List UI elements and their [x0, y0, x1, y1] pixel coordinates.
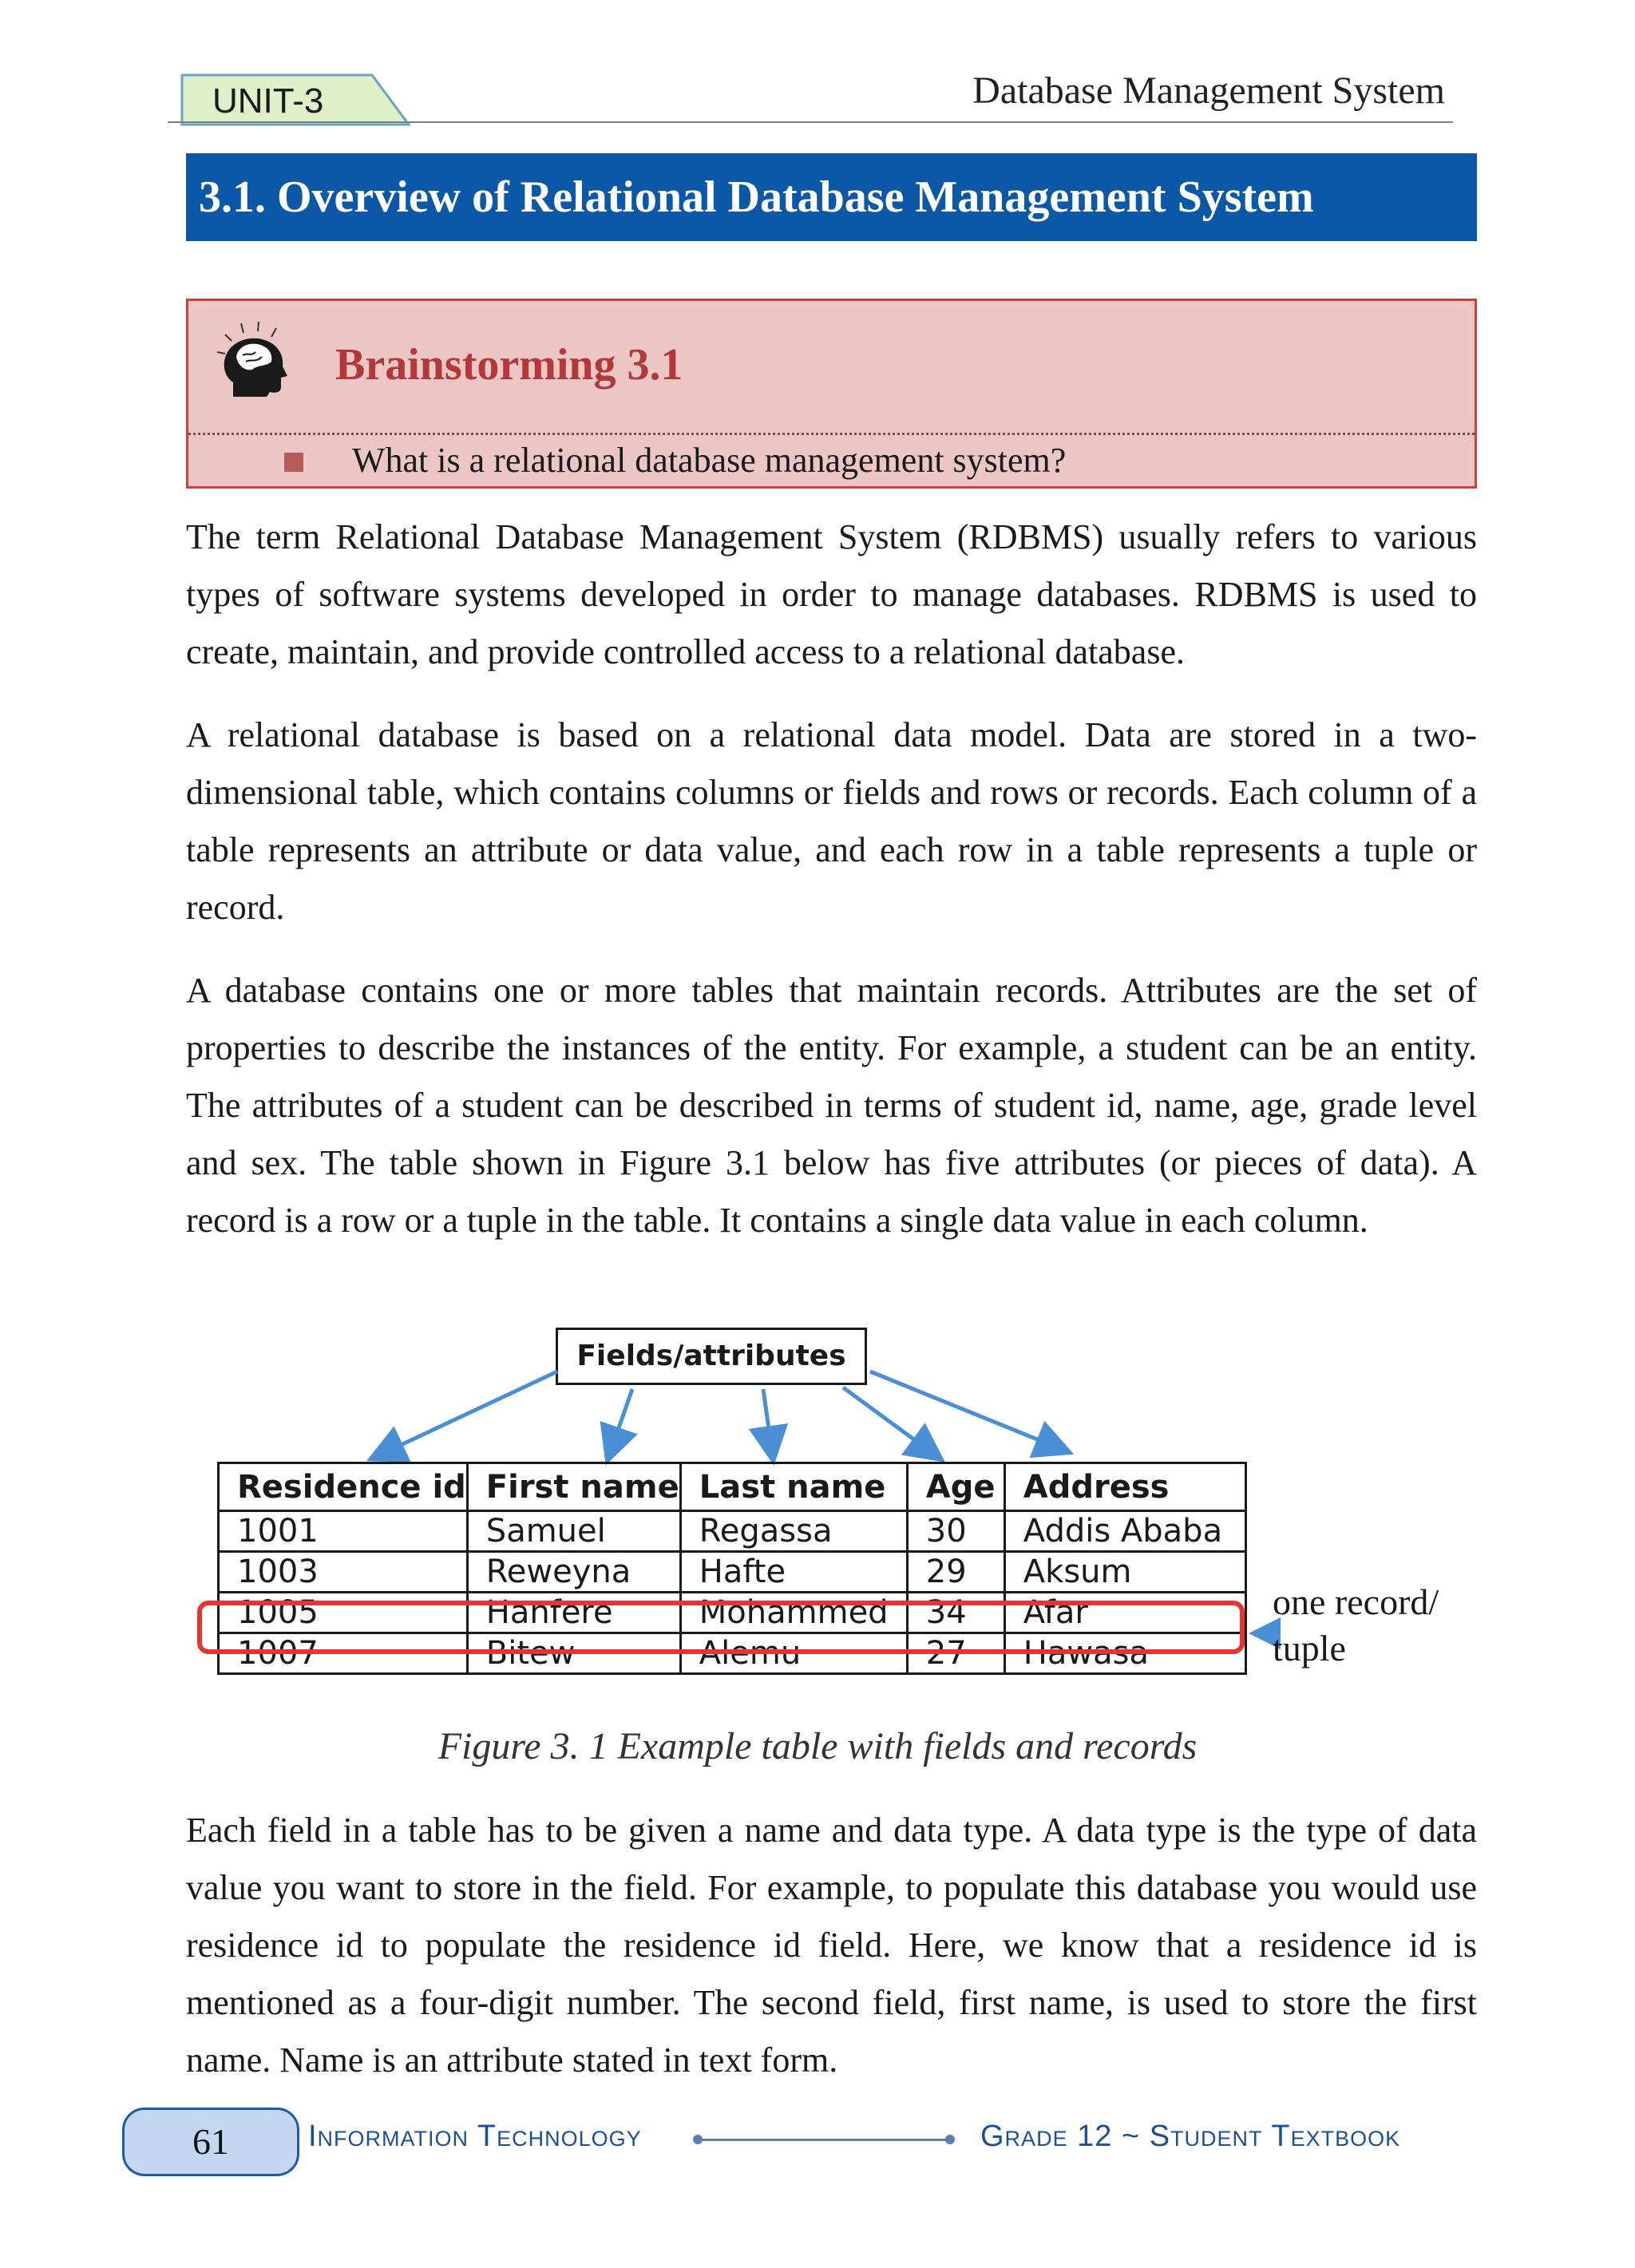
- table-cell: Hanfere: [467, 1593, 680, 1633]
- footer-subject: Information Technology: [308, 2120, 642, 2153]
- table-cell: Afar: [1004, 1593, 1245, 1633]
- header-address: Address: [1004, 1463, 1245, 1511]
- brainstorm-box: [186, 299, 1477, 489]
- table-cell: 1007: [219, 1633, 468, 1674]
- arrow-to-first-name: [608, 1389, 632, 1458]
- unit-tab: [180, 73, 410, 126]
- table-cell: Aksum: [1004, 1552, 1245, 1593]
- table-cell: 27: [907, 1633, 1004, 1674]
- square-bullet-icon: [284, 453, 303, 472]
- brainstorm-title: Brainstorming 3.1: [335, 340, 683, 390]
- table-cell: 1001: [219, 1511, 468, 1552]
- table-cell: Hawasa: [1004, 1633, 1245, 1674]
- table-cell: 1003: [219, 1552, 468, 1593]
- table-cell: Reweyna: [467, 1552, 680, 1593]
- table-cell: Samuel: [467, 1511, 680, 1552]
- table-cell: Hafte: [680, 1552, 907, 1593]
- footer-line: [696, 2139, 948, 2141]
- record-highlight: [197, 1601, 1245, 1654]
- paragraph-attributes: A database contains one or more tables that maintain records. Attributes are the set of properties to describe the instances of the entity. For example, a student can be an entity. The attributes of a student can be described in terms of student id, name, age, grade level and sex. The table shown in Figure 3.1 below has five attributes (or pieces of data). A record is a row or a tuple in the table. It contains a single data value in each column.: [186, 971, 1477, 1240]
- paragraph-relational-model: A relational database is based on a relational data model. Data are stored in a two-dimensional table, which contains columns or fields and rows or records. Each column of a table represents an attribute or data value, and each row in a table represents a tuple or record.: [186, 715, 1477, 927]
- brainstorm-question: What is a relational database management system?: [352, 441, 1067, 480]
- table-cell: 30: [907, 1511, 1004, 1552]
- arrow-to-age: [843, 1387, 939, 1458]
- header-age: Age: [907, 1463, 1004, 1511]
- record-tuple-label: [1273, 1579, 1439, 1672]
- paragraph-rdbms-definition: The term Relational Database Management System (RDBMS) usually refers to various types of software systems developed in order to manage databases. RDBMS is used to create, maintain, and provide controlled access to a relational database.: [186, 517, 1477, 671]
- table-cell: 29: [907, 1552, 1004, 1593]
- header-rule: [168, 121, 1453, 123]
- thinking-head-icon: [209, 317, 297, 405]
- table-row: [219, 1511, 1246, 1552]
- unit-label: UNIT-3: [212, 81, 324, 121]
- header-first-name: First name: [467, 1463, 680, 1511]
- footer-dot-right: [945, 2135, 955, 2144]
- arrow-to-last-name: [763, 1389, 773, 1458]
- record-label-line2: tuple: [1273, 1628, 1346, 1668]
- table-cell: Regassa: [680, 1511, 907, 1552]
- footer-grade: Grade 12 ~ Student Textbook: [980, 2120, 1401, 2153]
- table-row: [219, 1552, 1246, 1593]
- table-cell: Alemu: [680, 1633, 907, 1674]
- header-residence-id: Residence id: [219, 1463, 468, 1511]
- page-number: 61: [122, 2108, 299, 2176]
- table-cell: Bitew: [467, 1633, 680, 1674]
- table-header-row: [219, 1463, 1246, 1511]
- section-heading: 3.1. Overview of Relational Database Management System: [186, 153, 1477, 241]
- dotted-divider: [188, 433, 1475, 435]
- figure-caption: Figure 3. 1 Example table with fields and records: [437, 1725, 1198, 1767]
- arrow-to-address: [870, 1371, 1067, 1451]
- header-last-name: Last name: [680, 1463, 907, 1511]
- table-cell: Mohammed: [680, 1593, 907, 1633]
- header-title: Database Management System: [972, 69, 1445, 112]
- table-cell: 1005: [219, 1593, 468, 1633]
- fields-attributes-label: Fields/attributes: [556, 1328, 867, 1385]
- record-label-line1: one record/: [1273, 1581, 1439, 1622]
- arrow-to-residence-id: [374, 1371, 557, 1458]
- table-cell: 34: [907, 1593, 1004, 1633]
- table-cell: Addis Ababa: [1004, 1511, 1245, 1552]
- paragraph-data-types: Each field in a table has to be given a name and data type. A data type is the type of data value you want to store in the field. For example, to populate this database you would use residence id to populate the residence id field. Here, we know that a residence id is mentioned as a four-digit number. The second field, first name, is used to store the first name. Name is an attribute stated in text form.: [186, 1811, 1477, 2080]
